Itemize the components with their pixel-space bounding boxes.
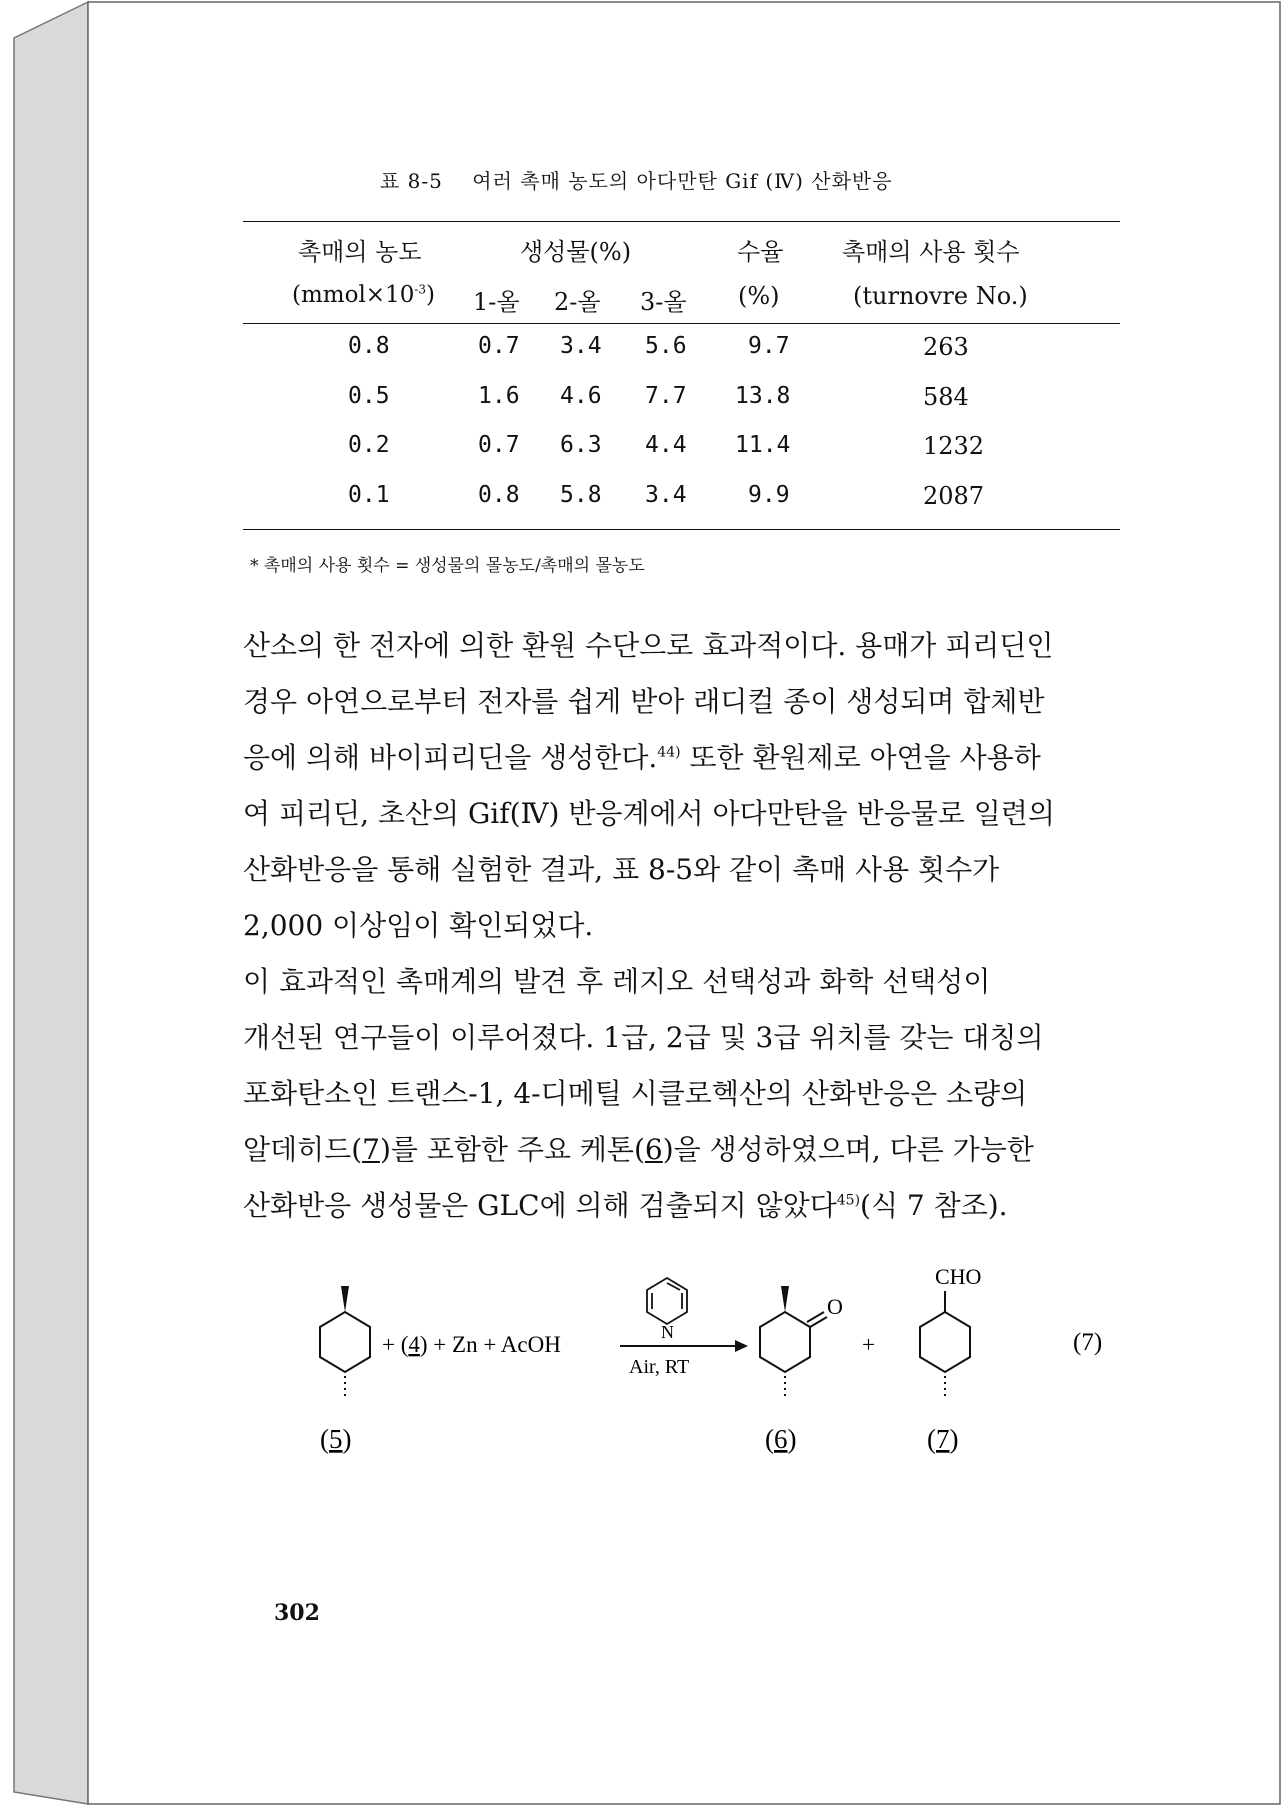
header-unit-base: (mmol×10 <box>292 282 415 308</box>
compound-label-5: (5) <box>320 1424 352 1454</box>
cell-yield: 13.8 <box>735 383 791 409</box>
header-unit-close: ) <box>426 282 436 308</box>
citation-44: 44) <box>657 744 681 761</box>
header-yield-unit: (%) <box>738 282 780 310</box>
text-run: )를 포함한 주요 케톤( <box>379 1133 645 1166</box>
reagents-left: + (4) + Zn + AcOH <box>382 1332 561 1357</box>
text-run: (식 7 참조). <box>860 1189 1008 1222</box>
paragraph-line: 산화반응을 통해 실험한 결과, 표 8-5와 같이 촉매 사용 횟수가 <box>243 853 1000 886</box>
page-edge <box>88 2 1280 1804</box>
cell-2-ol: 6.3 <box>560 432 602 458</box>
cell-yield: 11.4 <box>735 432 791 458</box>
table-bottom-rule <box>243 529 1120 530</box>
text-run: 또한 환원제로 아연을 사용하 <box>680 741 1041 774</box>
paragraph-line <box>243 1184 1123 1224</box>
cell-turnover: 584 <box>923 383 969 411</box>
cell-3-ol: 5.6 <box>645 333 687 359</box>
paragraph-line <box>243 1128 1123 1168</box>
cell-1-ol: 0.7 <box>478 333 520 359</box>
reaction-condition: Air, RT <box>629 1356 690 1378</box>
header-yield: 수율 <box>737 238 784 266</box>
header-product: 생성물(%) <box>520 238 632 266</box>
header-turnover-unit: (turnovre No.) <box>853 282 1028 310</box>
table-caption-number: 표 8-5 <box>380 169 443 193</box>
text-run: )을 생성하였으며, 다른 가능한 <box>662 1133 1034 1166</box>
compound-label-7: (7) <box>927 1424 959 1454</box>
header-2-ol: 2-올 <box>554 288 601 316</box>
cell-1-ol: 0.7 <box>478 432 520 458</box>
cell-turnover: 1232 <box>923 432 985 460</box>
cell-yield: 9.9 <box>748 482 790 508</box>
header-unit-exponent: -3 <box>414 282 427 297</box>
ketone-oxygen: O <box>827 1294 843 1319</box>
cell-concentration: 0.1 <box>348 482 390 508</box>
paragraph-line: 여 피리딘, 초산의 Gif(Ⅳ) 반응계에서 아다만탄을 반응물로 일련의 <box>243 797 1055 830</box>
paragraph-line: 산소의 한 전자에 의한 환원 수단으로 효과적이다. 용매가 피리딘인 <box>243 629 1054 662</box>
plus-sign: + <box>862 1332 875 1357</box>
compound-label-6: (6) <box>765 1424 797 1454</box>
header-3-ol: 3-올 <box>640 288 687 316</box>
cell-yield: 9.7 <box>748 333 790 359</box>
pyridine-structure <box>647 1278 687 1324</box>
cell-turnover: 263 <box>923 333 969 361</box>
header-unit <box>292 282 435 308</box>
cell-2-ol: 4.6 <box>560 383 602 409</box>
header-1-ol: 1-올 <box>473 288 520 316</box>
page-number: 302 <box>274 1600 320 1626</box>
equation-number: (7) <box>1073 1329 1103 1356</box>
pyridine-n-label: N <box>661 1322 674 1342</box>
paragraph-line: 개선된 연구들이 이루어졌다. 1급, 2급 및 3급 위치를 갖는 대칭의 <box>243 1021 1044 1054</box>
paragraph-line: 경우 아연으로부터 전자를 쉽게 받아 래디컬 종이 생성되며 합체반 <box>243 685 1045 718</box>
cell-concentration: 0.8 <box>348 333 390 359</box>
cell-turnover: 2087 <box>923 482 985 510</box>
table-footnote: * 촉매의 사용 횟수 = 생성물의 몰농도/촉매의 몰농도 <box>250 556 645 576</box>
paragraph-line: 포화탄소인 트랜스-1, 4-디메틸 시클로헥산의 산화반응은 소량의 <box>243 1077 1028 1110</box>
text-run: 응에 의해 바이피리딘을 생성한다. <box>243 741 658 774</box>
paragraph-line: 2,000 이상임이 확인되었다. <box>243 909 594 942</box>
compound-5-structure <box>320 1286 370 1398</box>
paragraph-line: 이 효과적인 촉매계의 발견 후 레지오 선택성과 화학 선택성이 <box>243 965 991 998</box>
cell-3-ol: 7.7 <box>645 383 687 409</box>
compound-ref-6: 6 <box>644 1133 663 1166</box>
cell-concentration: 0.5 <box>348 383 390 409</box>
cell-concentration: 0.2 <box>348 432 390 458</box>
cell-3-ol: 4.4 <box>645 432 687 458</box>
compound-7-structure <box>920 1291 970 1398</box>
table-caption-title: 여러 촉매 농도의 아다만탄 Gif (Ⅳ) 산화반응 <box>472 169 893 193</box>
text-run: 산화반응 생성물은 GLC에 의해 검출되지 않았다 <box>243 1189 837 1222</box>
cell-3-ol: 3.4 <box>645 482 687 508</box>
cell-2-ol: 3.4 <box>560 333 602 359</box>
header-turnover: 촉매의 사용 횟수 <box>842 238 1020 266</box>
arrowhead <box>735 1340 748 1352</box>
paragraph-line <box>243 736 1123 776</box>
cell-1-ol: 1.6 <box>478 383 520 409</box>
compound-6-structure <box>760 1286 827 1398</box>
text-run: 알데히드( <box>243 1133 363 1166</box>
cell-1-ol: 0.8 <box>478 482 520 508</box>
reaction-equation <box>290 1250 1150 1470</box>
compound-ref-7: 7 <box>362 1133 380 1166</box>
table-top-rule <box>243 221 1120 222</box>
book-spine <box>14 2 88 1804</box>
cell-2-ol: 5.8 <box>560 482 602 508</box>
header-concentration: 촉매의 농도 <box>298 238 422 266</box>
table-caption <box>380 165 1080 194</box>
table-header-rule <box>243 323 1120 324</box>
citation-45: 45) <box>836 1192 861 1209</box>
aldehyde-group: CHO <box>935 1264 982 1289</box>
